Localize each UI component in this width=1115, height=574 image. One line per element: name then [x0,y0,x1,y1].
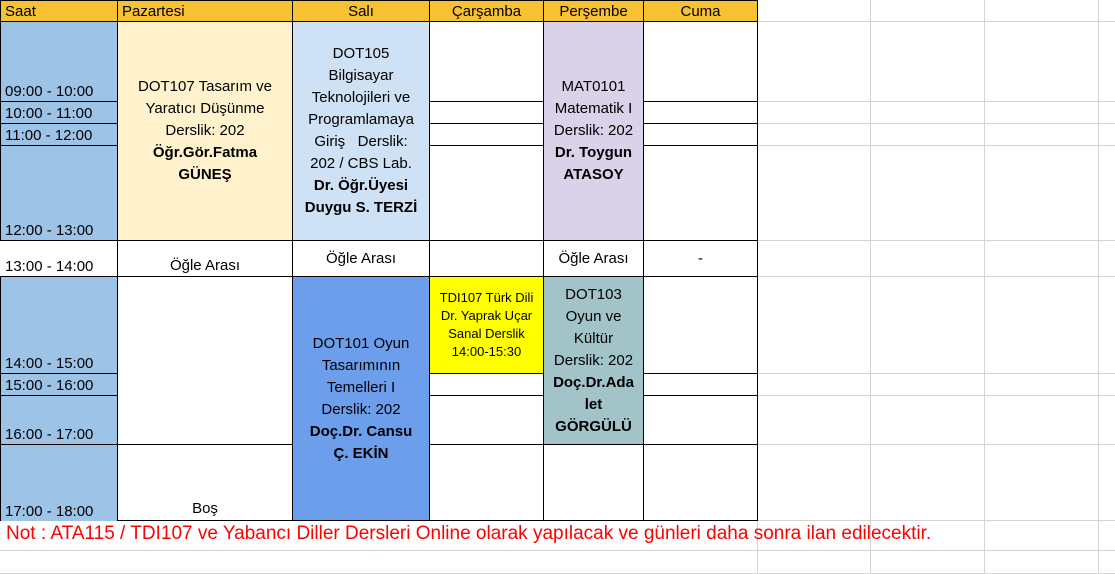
course-persembe-morning[interactable] [543,21,644,241]
course-instructor: GÜNEŞ [178,166,232,183]
course-instructor: Dr. Öğr.Üyesi [313,177,409,194]
lunch-label: Öğle Arası [325,249,397,267]
course-name: Kültür [573,329,614,347]
course-room: Derslik: 202 [165,122,245,139]
course-name: Tasarımının [321,356,401,374]
header-saat[interactable]: Saat [0,0,118,22]
empty-cell[interactable] [429,145,544,241]
course-code: DOT103 [565,285,622,303]
empty-cell[interactable] [429,123,544,146]
empty-cell[interactable] [643,276,758,374]
course-name: Yaratıcı Düşünme [145,100,265,117]
lunch-label: Öğle Arası [558,249,629,267]
empty-cell[interactable] [643,21,758,102]
empty-cell[interactable] [429,395,544,445]
header-carsamba[interactable]: Çarşamba [429,0,544,22]
course-instructor: Ç. EKİN [333,444,389,462]
course-room: Derslik: 202 [553,122,634,139]
bos-pazartesi[interactable] [117,444,293,521]
lunch-label: Öğle Arası [169,256,241,274]
lunch-label: - [698,249,703,267]
empty-cell[interactable] [643,373,758,396]
empty-cell[interactable] [643,123,758,146]
course-name: Oyun ve [565,307,622,325]
course-instructor: Duygu S. TERZİ [304,199,418,216]
course-instructor: Dr. Toygun [554,144,633,161]
course-sali-afternoon[interactable] [292,276,430,521]
course-name: Matematik I [554,100,633,117]
course-room: 202 / CBS Lab. [310,155,412,172]
course-carsamba-afternoon[interactable] [429,276,544,374]
time-slot[interactable]: 10:00 - 11:00 [0,102,117,124]
course-instructor: let [584,395,603,413]
empty-cell[interactable] [643,145,758,241]
lunch-cuma[interactable] [643,240,758,277]
course-name: Bilgisayar [328,67,394,84]
time-slot[interactable]: 12:00 - 13:00 [0,146,117,241]
course-name: Temelleri I [326,378,396,396]
course-instructor: ATASOY [563,166,624,183]
course-name: Teknolojileri ve [311,89,411,106]
empty-cell[interactable] [429,101,544,124]
empty-cell[interactable] [643,444,758,521]
course-room: Sanal Derslik [448,326,525,341]
course-room: Derslik: 202 [321,400,401,418]
empty-cell[interactable] [643,395,758,445]
course-code: DOT105 [332,45,390,62]
course-name: TDI107 Türk Dili [439,290,534,305]
time-slot[interactable]: 14:00 - 15:00 [0,277,117,374]
empty-cell[interactable] [429,373,544,396]
time-slot[interactable]: 16:00 - 17:00 [0,396,117,445]
header-cuma[interactable]: Cuma [643,0,758,22]
header-pazartesi[interactable]: Pazartesi [117,0,293,22]
footer-note[interactable]: Not : ATA115 / TDI107 ve Yabancı Diller Dersleri Online olarak yapılacak ve günleri daha sonra ilan edilecektir. [6,523,932,544]
time-slot[interactable]: 17:00 - 18:00 [5,503,94,520]
course-instructor: GÖRGÜLÜ [555,417,632,435]
header-sali[interactable]: Salı [292,0,430,22]
course-instructor: Dr. Yaprak Uçar [440,308,533,323]
empty-cell[interactable] [643,101,758,124]
lunch-sali[interactable] [292,240,430,277]
time-slot[interactable]: 13:00 - 14:00 [0,241,117,277]
time-slot[interactable]: 09:00 - 10:00 [0,21,117,102]
header-persembe[interactable]: Perşembe [543,0,644,22]
course-code: MAT0101 [561,78,626,95]
course-persembe-afternoon[interactable] [543,276,644,445]
course-pazartesi-morning[interactable] [117,21,293,241]
time-slot[interactable]: 11:00 - 12:00 [0,124,117,146]
empty-cell[interactable] [429,21,544,102]
course-instructor: Doç.Dr. Cansu [309,422,413,440]
course-room: Derslik: 202 [553,351,634,369]
course-code: DOT107 Tasarım ve [138,78,272,95]
empty-cell[interactable] [429,444,544,521]
time-slot[interactable]: 15:00 - 16:00 [0,374,117,396]
empty-cell[interactable] [429,240,544,277]
lunch-pazartesi[interactable] [117,240,293,277]
course-instructor: Doç.Dr.Ada [553,373,634,391]
bos-label: Boş [192,500,218,517]
course-instructor: Öğr.Gör.Fatma [152,144,258,161]
course-code: DOT101 Oyun [312,334,410,352]
course-name: Programlamaya [308,111,414,128]
empty-cell[interactable] [543,444,644,521]
course-room: Giriş Derslik: [314,133,408,150]
empty-cell[interactable] [117,276,293,445]
course-sali-morning[interactable] [292,21,430,241]
course-time: 14:00-15:30 [451,344,522,359]
lunch-persembe[interactable] [543,240,644,277]
